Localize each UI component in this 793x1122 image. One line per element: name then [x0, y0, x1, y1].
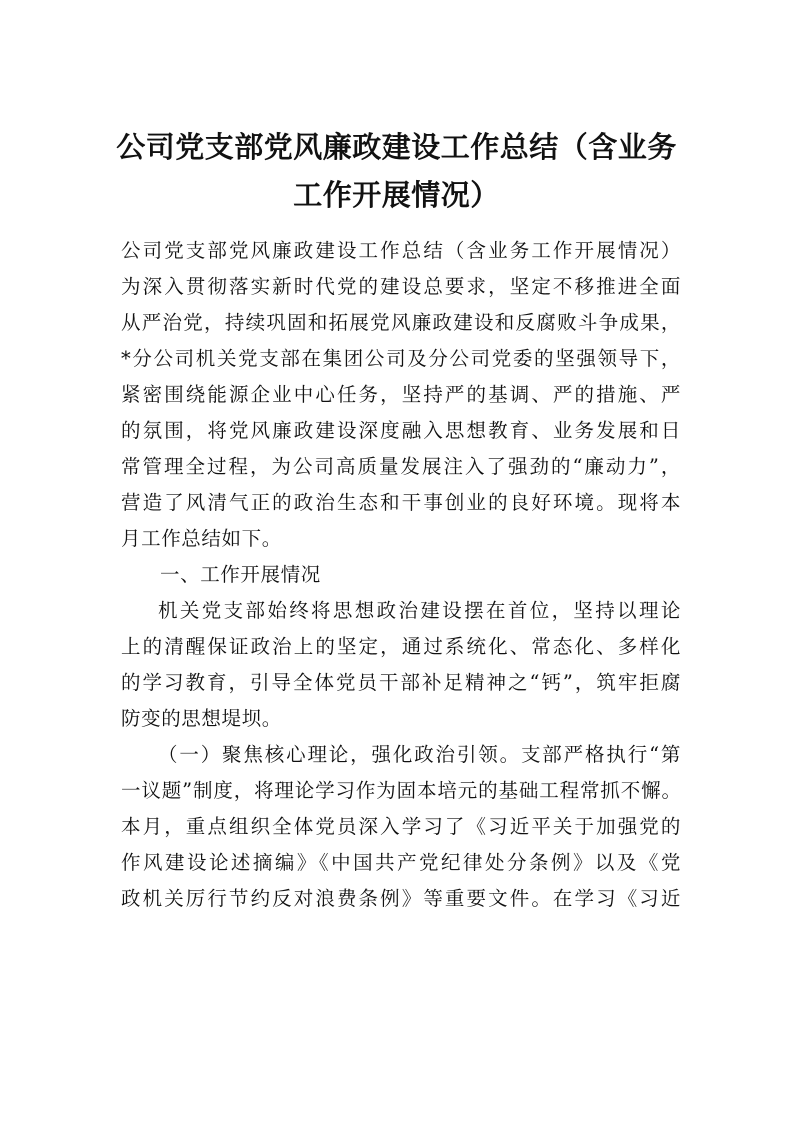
body-line-17: 本月，重点组织全体党员深入学习了《习近平关于加强党的	[121, 815, 681, 838]
body-line-11: 机关党支部始终将思想政治建设摆在首位，坚持以理论	[158, 599, 681, 622]
section-heading: 一、工作开展情况	[160, 563, 321, 586]
body-line-1: 公司党支部党风廉政建设工作总结（含业务工作开展情况）	[121, 239, 681, 262]
body-line-2: 为深入贯彻落实新时代党的建设总要求，坚定不移推进全面	[121, 275, 681, 298]
body-line-9: 月工作总结如下。	[121, 527, 282, 550]
body-line-5: 紧密围绕能源企业中心任务，坚持严的基调、严的措施、严	[121, 383, 681, 406]
body-line-13: 的学习教育，引导全体党员干部补足精神之“钙”，筑牢拒腐	[121, 671, 681, 694]
body-line-3: 从严治党，持续巩固和拓展党风廉政建设和反腐败斗争成果，	[121, 311, 681, 334]
body-line-16: 一议题”制度，将理论学习作为固本培元的基础工程常抓不懈。	[121, 779, 681, 802]
body-line-6: 的氛围，将党风廉政建设深度融入思想教育、业务发展和日	[121, 419, 681, 442]
body-line-19: 政机关厉行节约反对浪费条例》等重要文件。在学习《习近	[121, 887, 681, 910]
document-title-line-1: 公司党支部党风廉政建设工作总结（含业务	[116, 130, 677, 164]
body-line-4: *分公司机关党支部在集团公司及分公司党委的坚强领导下，	[121, 347, 681, 370]
body-line-12: 上的清醒保证政治上的坚定，通过系统化、常态化、多样化	[121, 635, 681, 658]
subsection-line-1: （一）聚焦核心理论，强化政治引领。支部严格执行“第	[158, 743, 681, 766]
body-line-14: 防变的思想堤坝。	[121, 707, 282, 730]
document-title-line-2: 工作开展情况）	[293, 178, 500, 212]
body-line-7: 常管理全过程，为公司高质量发展注入了强劲的“廉动力”，	[121, 455, 681, 478]
body-line-18: 作风建设论述摘编》《中国共产党纪律处分条例》以及《党	[121, 851, 681, 874]
body-line-8: 营造了风清气正的政治生态和干事创业的良好环境。现将本	[121, 491, 681, 514]
